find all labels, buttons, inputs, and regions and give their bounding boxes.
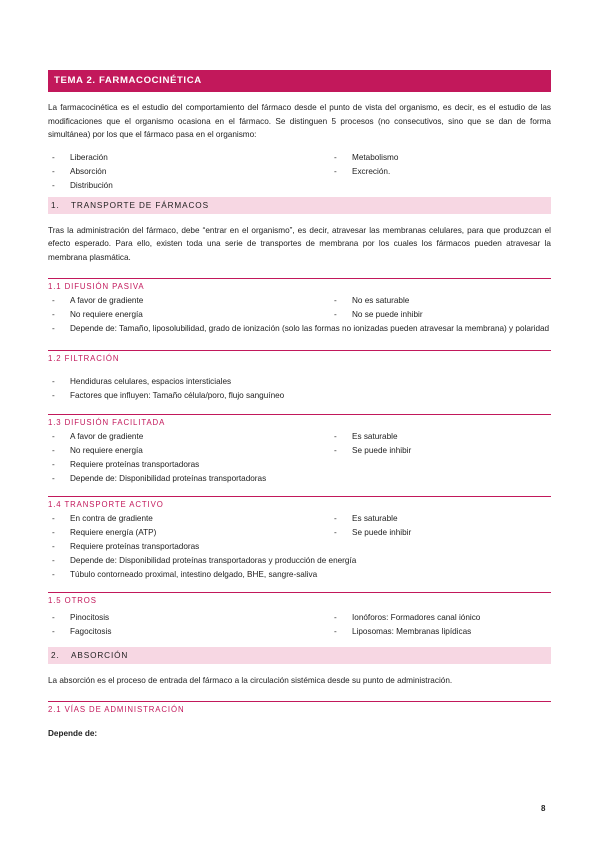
transporte-activo-list: [48, 512, 551, 540]
document-page: [48, 70, 551, 740]
list-right: [330, 294, 551, 322]
list-item: - Pinocitosis: [48, 611, 330, 625]
difusion-facilitada-full-list: [48, 458, 551, 486]
list-item: - En contra de gradiente: [48, 512, 330, 526]
list-item: - No se puede inhibir: [330, 308, 551, 322]
subsection-heading-filtracion: 1.2 FILTRACIÓN: [48, 350, 551, 366]
filtracion-list: [48, 375, 551, 403]
list-item: - Fagocitosis: [48, 625, 330, 639]
list-item: - Excreción.: [330, 165, 551, 179]
list-item: - Se puede inhibir: [330, 444, 551, 458]
subsection-heading-vias-administracion: 2.1 VÍAS DE ADMINISTRACIÓN: [48, 701, 551, 717]
section-title: ABSORCIÓN: [71, 651, 129, 660]
list-item: - Liposomas: Membranas lipídicas: [330, 625, 551, 639]
list-item: - No requiere energía: [48, 444, 330, 458]
list-left: [48, 611, 330, 639]
list-item: - Metabolismo: [330, 151, 551, 165]
subsection-heading-difusion-facilitada: 1.3 DIFUSIÓN FACILITADA: [48, 414, 551, 430]
difusion-pasiva-full-list: [48, 322, 551, 336]
list-item: - Ionóforos: Formadores canal iónico: [330, 611, 551, 625]
section-number: 1.: [51, 200, 60, 210]
process-list-right: [330, 151, 551, 193]
list-item: - A favor de gradiente: [48, 430, 330, 444]
page-number: 8: [541, 804, 546, 813]
subsection-heading-transporte-activo: 1.4 TRANSPORTE ACTIVO: [48, 496, 551, 512]
absorcion-paragraph: La absorción es el proceso de entrada del fármaco a la circulación sistémica desde su punto de administración.: [48, 676, 453, 685]
list-item: - Requiere proteínas transportadoras: [48, 458, 551, 472]
list-item: - No requiere energía: [48, 308, 330, 322]
section-heading-transporte: [48, 197, 551, 214]
list-item: - Requiere proteínas transportadoras: [48, 540, 551, 554]
subsection-heading-difusion-pasiva: 1.1 DIFUSIÓN PASIVA: [48, 278, 551, 294]
section-heading-absorcion: [48, 647, 551, 664]
list-item: - Hendiduras celulares, espacios intersticiales: [48, 375, 551, 389]
list-item: - Depende de: Disponibilidad proteínas transportadoras y producción de energía: [48, 554, 551, 568]
list-right: [330, 512, 551, 540]
process-list-left: [48, 151, 330, 193]
difusion-pasiva-list: [48, 294, 551, 322]
process-list: [48, 151, 551, 193]
chapter-banner: TEMA 2. FARMACOCINÉTICA: [48, 70, 551, 92]
depende-de-label: Depende de:: [48, 728, 98, 738]
list-right: [330, 611, 551, 639]
list-item: - Depende de: Disponibilidad proteínas transportadoras: [48, 472, 551, 486]
list-item: - Túbulo contorneado proximal, intestino delgado, BHE, sangre-saliva: [48, 568, 551, 582]
list-left: [48, 430, 330, 458]
list-item: - A favor de gradiente: [48, 294, 330, 308]
subsection-heading-otros: 1.5 OTROS: [48, 592, 551, 608]
list-item: - Es saturable: [330, 430, 551, 444]
list-item: - Distribución: [48, 179, 330, 193]
difusion-facilitada-list: [48, 430, 551, 458]
list-item: - Depende de: Tamaño, liposolubilidad, grado de ionización (solo las formas no ionizadas pueden atravesar la membrana) y polaridad: [48, 322, 551, 336]
list-item: - Es saturable: [330, 512, 551, 526]
list-item: - Requiere energía (ATP): [48, 526, 330, 540]
list-item: - Factores que influyen: Tamaño célula/poro, flujo sanguíneo: [48, 389, 551, 403]
transporte-activo-full-list: [48, 540, 551, 582]
list-item: - No es saturable: [330, 294, 551, 308]
list-left: [48, 512, 330, 540]
list-item: - Se puede inhibir: [330, 526, 551, 540]
list-left: [48, 294, 330, 322]
otros-list: [48, 611, 551, 639]
transporte-paragraph: Tras la administración del fármaco, debe “entrar en el organismo”, es decir, atravesar las membranas celulares, para que produzcan el efecto esperado. Para ello, existen toda una serie de transportes de membrana por los cuales los fármacos pueden atravesar la membrana plasmática.: [48, 225, 551, 262]
section-title: TRANSPORTE DE FÁRMACOS: [71, 200, 209, 210]
list-item: - Absorción: [48, 165, 330, 179]
list-item: - Liberación: [48, 151, 330, 165]
section-number: 2.: [51, 651, 60, 660]
list-right: [330, 430, 551, 458]
intro-paragraph: La farmacocinética es el estudio del comportamiento del fármaco desde el punto de vista del organismo, es decir, es el estudio de las modificaciones que el organismo ocasiona en el fármaco. Se distinguen 5 procesos (no consecutivos, sino que se dan de forma simultánea) por los que el fármaco pasa en el organismo:: [48, 103, 551, 139]
